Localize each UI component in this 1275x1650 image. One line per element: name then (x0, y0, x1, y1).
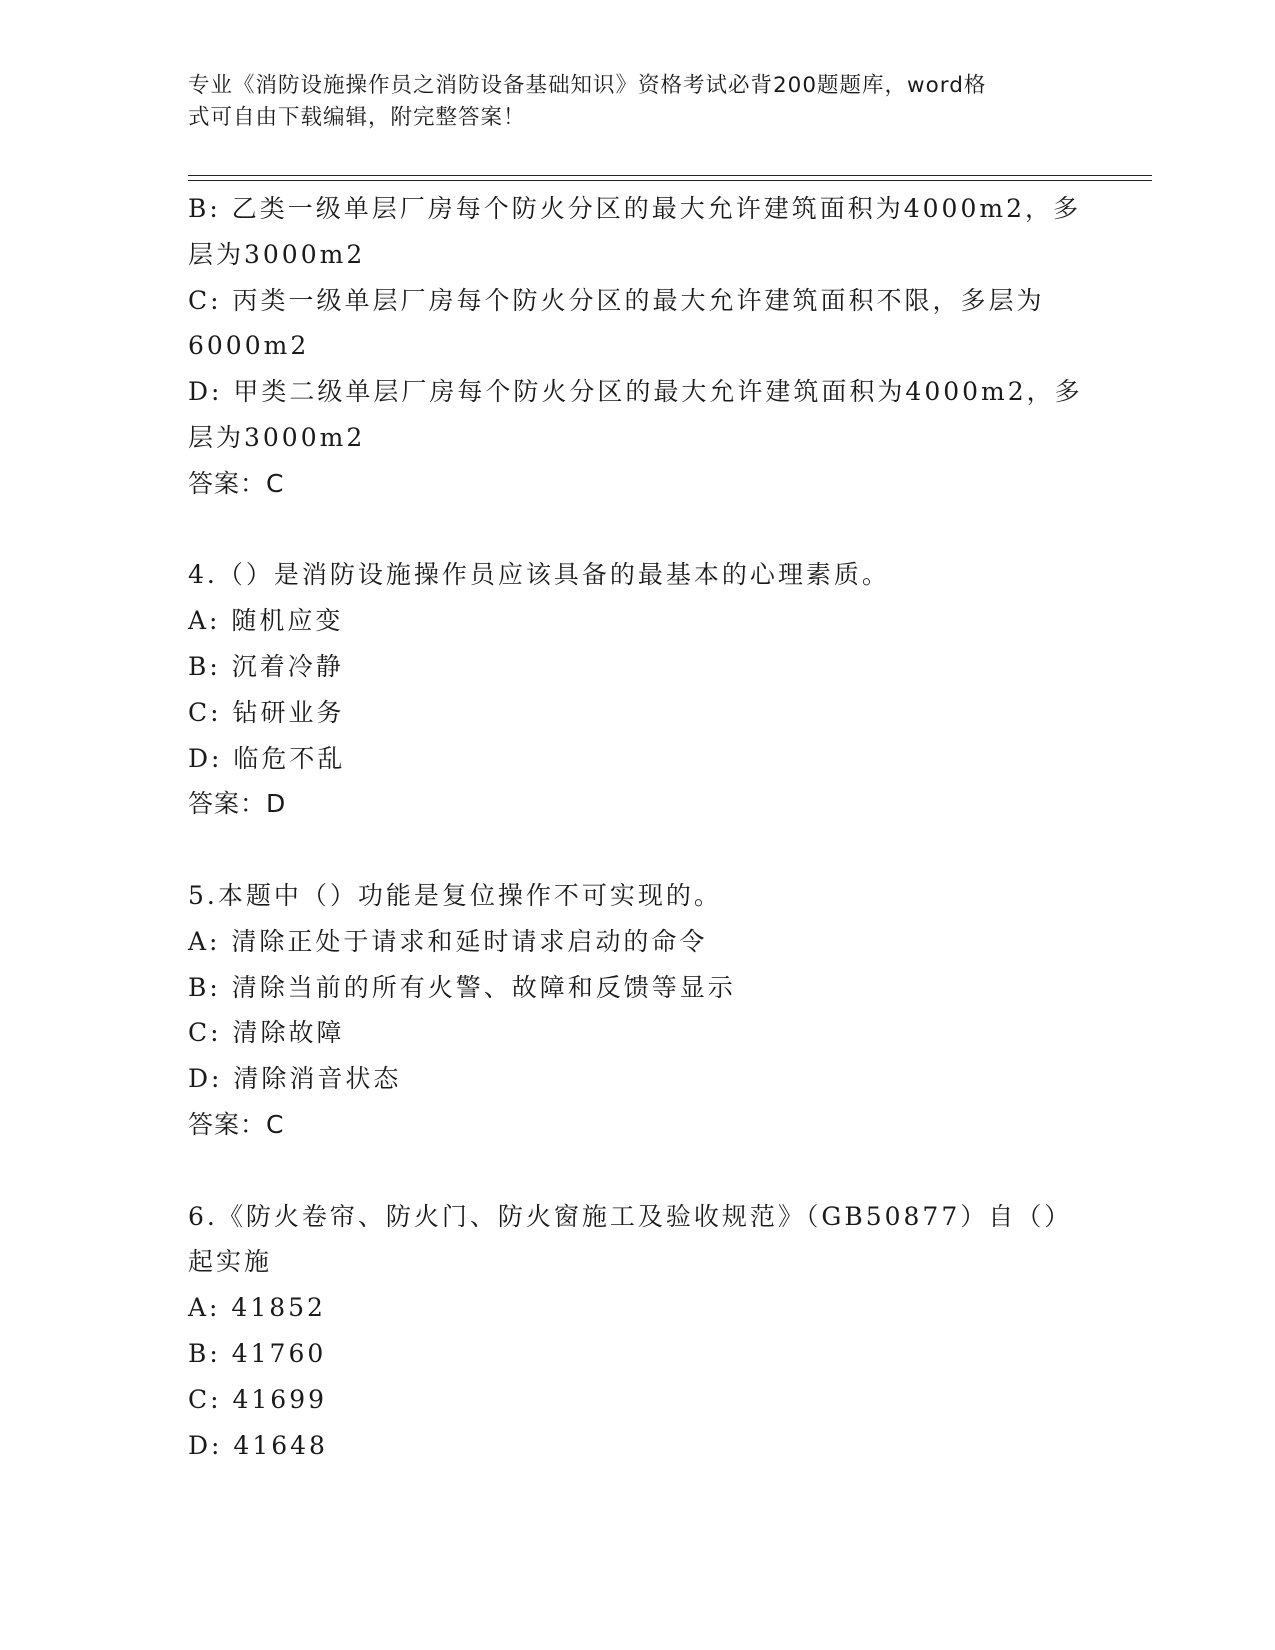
spacer (188, 827, 1108, 873)
spacer (188, 1148, 1108, 1194)
question-4-block (188, 552, 1108, 827)
q4-option-c: C: 钻研业务 (188, 697, 345, 727)
q6-question-line-1: 6.《防火卷帘、防火门、防火窗施工及验收规范》（GB50877）自（） (188, 1201, 1073, 1231)
q4-option-a: A: 随机应变 (188, 606, 344, 636)
spacer (188, 507, 1108, 553)
q3-option-b-line-1: B: 乙类一级单层厂房每个防火分区的最大允许建筑面积为4000m2，多 (188, 194, 1081, 223)
q6-option-b: B: 41760 (188, 1338, 327, 1368)
q6-option-c: C: 41699 (188, 1384, 328, 1414)
document-header (188, 70, 1068, 134)
q6-question-line-2: 起实施 (188, 1247, 273, 1277)
q3-option-b-line-2: 层为3000m2 (188, 239, 366, 269)
q4-answer: 答案：D (188, 789, 287, 819)
q5-option-d: D: 清除消音状态 (188, 1064, 402, 1094)
q5-question: 5.本题中（）功能是复位操作不可实现的。 (188, 880, 722, 910)
question-5-block (188, 873, 1108, 1148)
header-line-2: 式可自由下载编辑，附完整答案！ (188, 105, 526, 130)
q3-option-c-line-2: 6000m2 (188, 331, 310, 361)
question-list (188, 186, 1108, 1468)
q3-option-c-line-1: C: 丙类一级单层厂房每个防火分区的最大允许建筑面积不限，多层为 (188, 285, 1045, 315)
header-divider-top (188, 175, 1152, 176)
q5-option-a: A: 清除正处于请求和延时请求启动的命令 (188, 926, 708, 956)
q6-option-a: A: 41852 (188, 1293, 326, 1323)
q5-answer: 答案：C (188, 1109, 285, 1139)
q5-option-b: B: 清除当前的所有火警、故障和反馈等显示 (188, 972, 736, 1002)
q4-question: 4.（）是消防设施操作员应该具备的最基本的心理素质。 (188, 560, 890, 590)
q4-option-d: D: 临危不乱 (188, 743, 346, 773)
q3-option-d-line-1: D: 甲类二级单层厂房每个防火分区的最大允许建筑面积为4000m2，多 (188, 377, 1083, 407)
header-divider-bottom (188, 180, 1152, 181)
q3-answer: 答案：C (188, 468, 285, 498)
q4-option-b: B: 沉着冷静 (188, 651, 344, 681)
question-6-block (188, 1194, 1108, 1469)
q5-option-c: C: 清除故障 (188, 1018, 345, 1048)
q6-option-d: D: 41648 (188, 1430, 328, 1460)
header-line-1: 专业《消防设施操作员之消防设备基础知识》资格考试必背200题题库，word格 (188, 73, 987, 98)
q3-option-d-line-2: 层为3000m2 (188, 422, 366, 452)
question-3-block (188, 186, 1108, 507)
